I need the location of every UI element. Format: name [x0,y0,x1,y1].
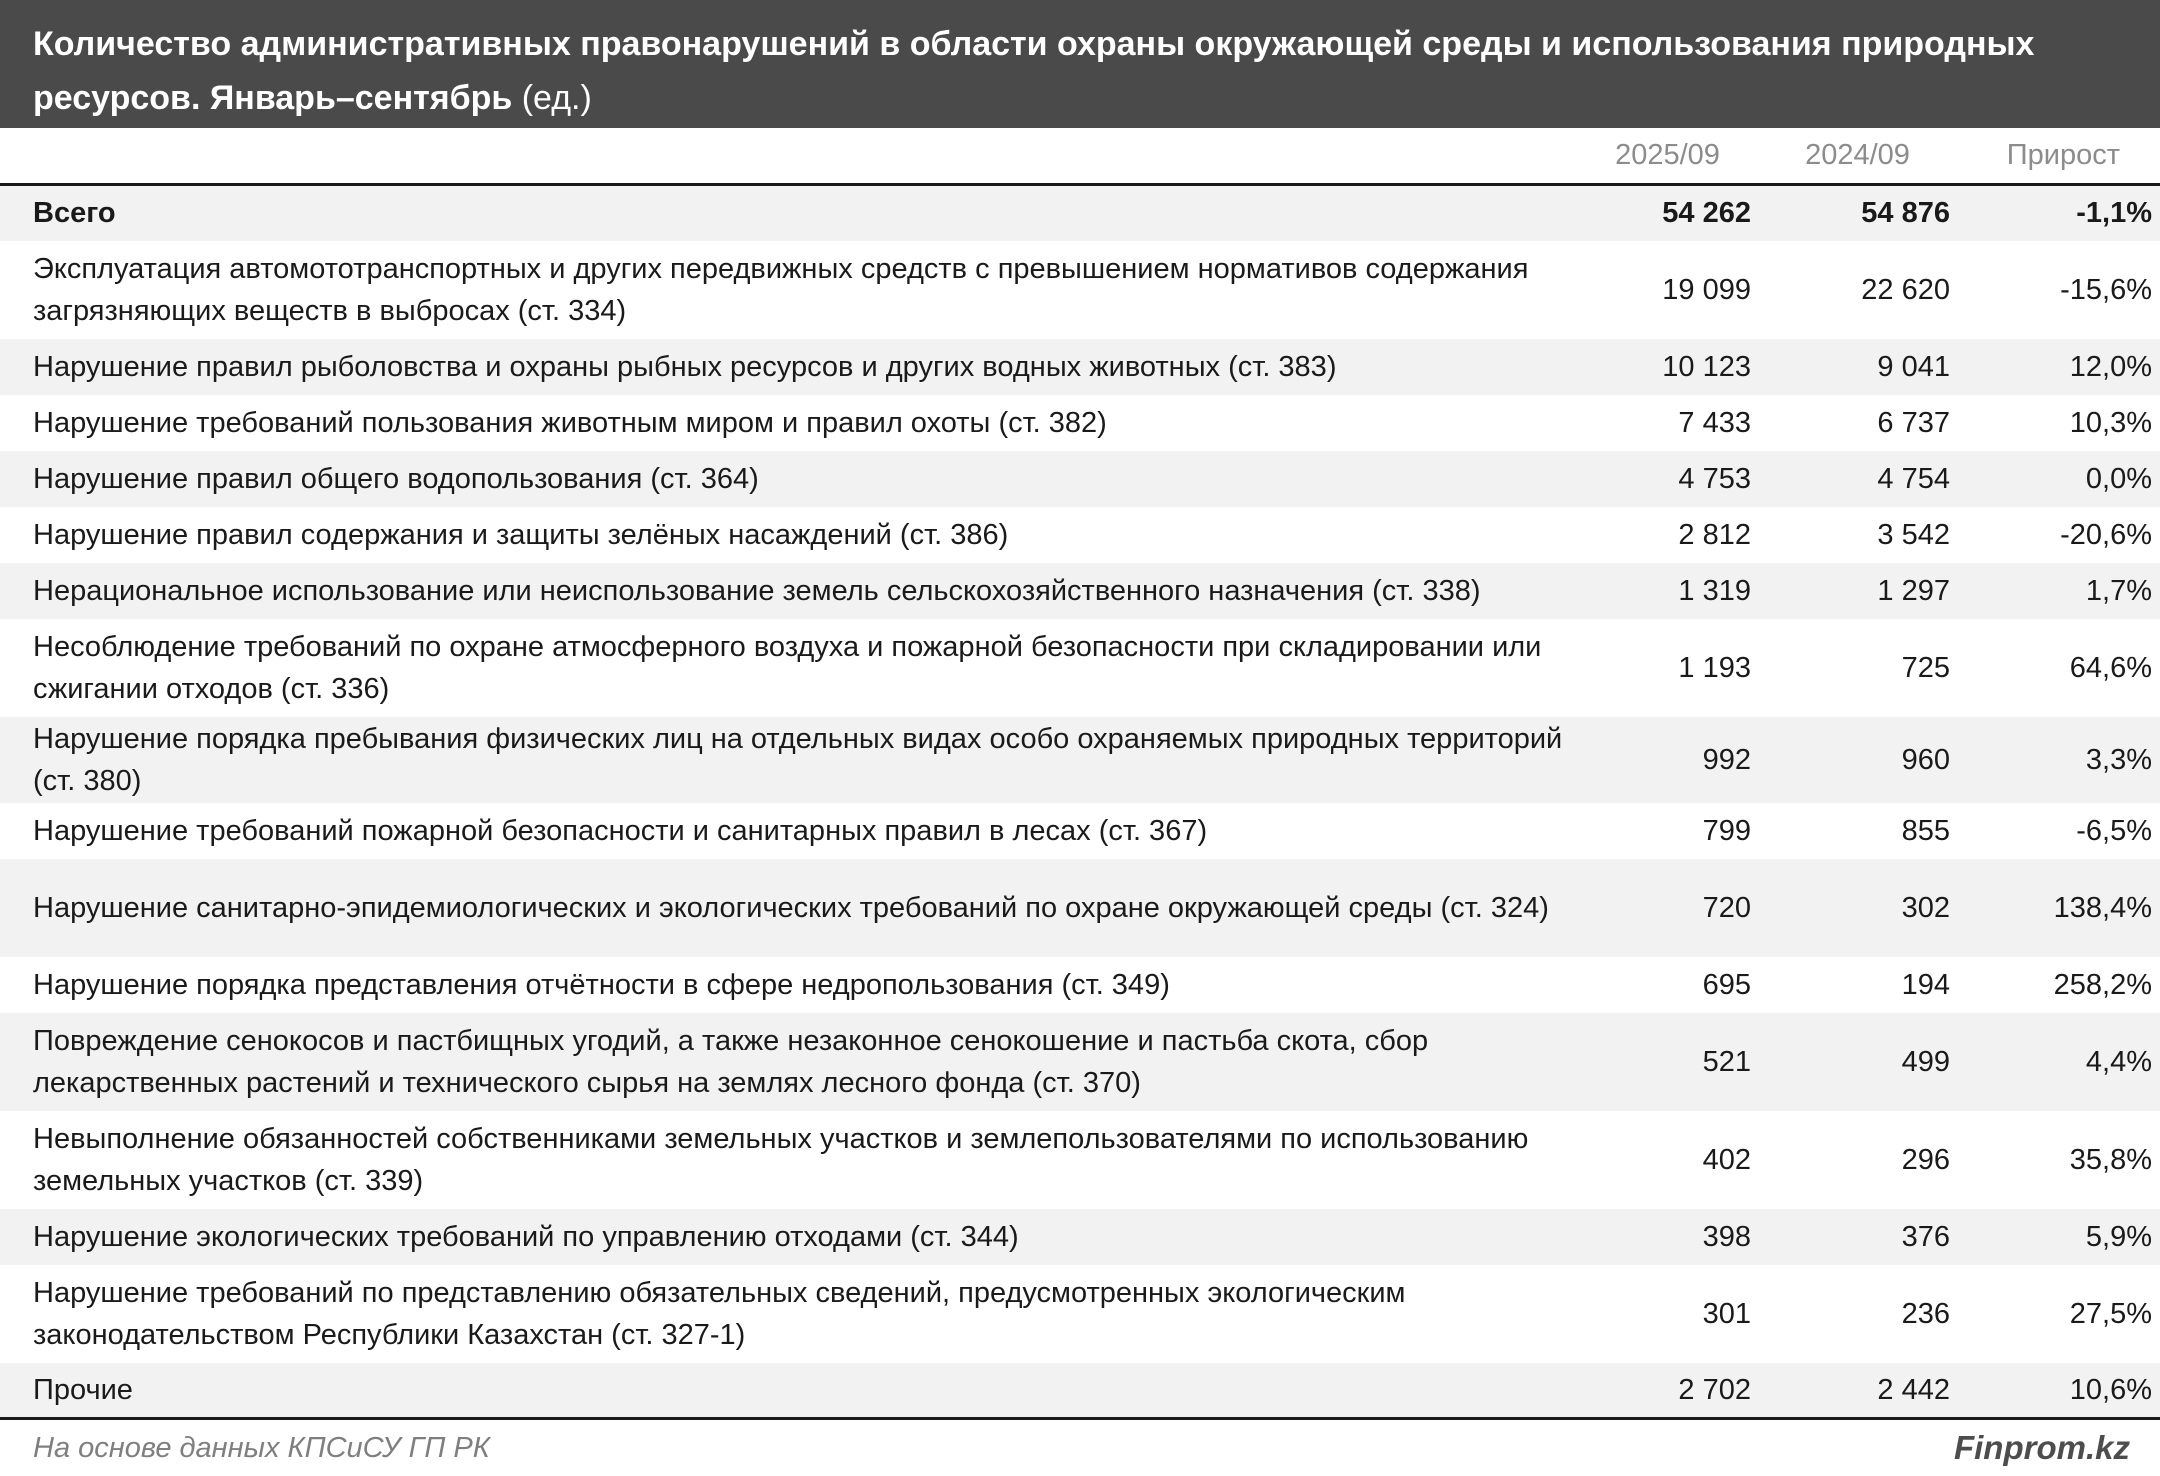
table-row-other [0,1363,2160,1419]
column-header-2024: 2024/09 [1758,128,1957,185]
row-value-2025: 992 [1577,717,1758,803]
row-growth: 1,7% [1957,563,2160,619]
row-value-2024: 2 442 [1758,1363,1957,1419]
table-row [0,451,2160,507]
title-main: Количество административных правонарушений в области охраны окружающей среды и использования природных ресурсов. Январь–сентябрь [33,25,2034,117]
row-value-2025: 1 193 [1577,619,1758,717]
table-row [0,241,2160,339]
row-value-2024: 194 [1758,957,1957,1013]
row-growth: -6,5% [1957,803,2160,859]
title-bar [0,0,2160,128]
row-growth: 35,8% [1957,1111,2160,1209]
row-value-2025: 10 123 [1577,339,1758,395]
data-table [0,128,2160,1476]
row-value-2025: 1 319 [1577,563,1758,619]
row-value-2025: 19 099 [1577,241,1758,339]
table-row [0,619,2160,717]
row-value-2025: 2 812 [1577,507,1758,563]
table-row [0,957,2160,1013]
row-value-2025: 695 [1577,957,1758,1013]
row-growth: 0,0% [1957,451,2160,507]
row-value-2024: 6 737 [1758,395,1957,451]
row-label: Нарушение правил содержания и защиты зелёных насаждений (ст. 386) [0,507,1577,563]
row-value-2025: 402 [1577,1111,1758,1209]
row-value-2024: 296 [1758,1111,1957,1209]
row-growth: 258,2% [1957,957,2160,1013]
row-value-2025: 720 [1577,859,1758,957]
row-label: Нарушение экологических требований по управлению отходами (ст. 344) [0,1209,1577,1265]
source-note: На основе данных КПСиСУ ГП РК [0,1419,1758,1476]
footer-row [0,1419,2160,1476]
row-value-2025: 4 753 [1577,451,1758,507]
row-label: Нарушение порядка представления отчётности в сфере недропользования (ст. 349) [0,957,1577,1013]
header-name-empty [0,128,1577,185]
row-growth: -15,6% [1957,241,2160,339]
column-header-2025: 2025/09 [1577,128,1758,185]
row-value-2024: 54 876 [1758,185,1957,241]
table-row [0,1209,2160,1265]
row-growth: 10,6% [1957,1363,2160,1419]
table-body [0,185,2160,1419]
row-value-2025: 521 [1577,1013,1758,1111]
row-value-2024: 725 [1758,619,1957,717]
row-value-2024: 499 [1758,1013,1957,1111]
row-value-2024: 22 620 [1758,241,1957,339]
row-label: Нарушение правил рыболовства и охраны рыбных ресурсов и других водных животных (ст. 383) [0,339,1577,395]
row-label: Прочие [0,1363,1577,1419]
row-value-2024: 3 542 [1758,507,1957,563]
brand-logo-text: Finprom.kz [1758,1419,2160,1476]
table-row [0,1111,2160,1209]
row-label: Нарушение требований пользования животным миром и правил охоты (ст. 382) [0,395,1577,451]
page-title [33,17,2127,125]
row-label: Нарушение правил общего водопользования (ст. 364) [0,451,1577,507]
row-growth: 27,5% [1957,1265,2160,1363]
table-row [0,563,2160,619]
table-header [0,128,2160,185]
table-footer [0,1419,2160,1476]
row-growth: 4,4% [1957,1013,2160,1111]
row-label: Нарушение требований пожарной безопасности и санитарных правил в лесах (ст. 367) [0,803,1577,859]
row-growth: 138,4% [1957,859,2160,957]
row-growth: 12,0% [1957,339,2160,395]
column-header-growth: Прирост [1957,128,2160,185]
table-row [0,717,2160,803]
row-label: Нарушение санитарно-эпидемиологических и экологических требований по охране окружающей среды (ст. 324) [0,859,1577,957]
row-label: Несоблюдение требований по охране атмосферного воздуха и пожарной безопасности при складировании или сжигании отходов (ст. 336) [0,619,1577,717]
table-row [0,1013,2160,1111]
row-growth: -20,6% [1957,507,2160,563]
row-value-2025: 7 433 [1577,395,1758,451]
data-table-container [0,128,2160,1476]
row-value-2025: 799 [1577,803,1758,859]
row-label: Нарушение требований по представлению обязательных сведений, предусмотренных экологическим законодательством Республики Казахстан (ст. 327-1) [0,1265,1577,1363]
table-row [0,803,2160,859]
row-label: Всего [0,185,1577,241]
table-row [0,859,2160,957]
table-row [0,507,2160,563]
row-value-2024: 855 [1758,803,1957,859]
row-value-2025: 301 [1577,1265,1758,1363]
row-label: Нерациональное использование или неиспользование земель сельскохозяйственного назначения (ст. 338) [0,563,1577,619]
row-value-2025: 2 702 [1577,1363,1758,1419]
row-value-2024: 376 [1758,1209,1957,1265]
row-label: Повреждение сенокосов и пастбищных угодий, а также незаконное сенокошение и пастьба скота, сбор лекарственных растений и технического сырья на землях лесного фонда (ст. 370) [0,1013,1577,1111]
row-growth: 10,3% [1957,395,2160,451]
row-value-2024: 4 754 [1758,451,1957,507]
row-value-2024: 302 [1758,859,1957,957]
row-label: Нарушение порядка пребывания физических лиц на отдельных видах особо охраняемых природных территорий (ст. 380) [0,717,1577,803]
row-value-2025: 398 [1577,1209,1758,1265]
header-row [0,128,2160,185]
row-growth: -1,1% [1957,185,2160,241]
row-label: Невыполнение обязанностей собственниками земельных участков и землепользователями по использованию земельных участков (ст. 339) [0,1111,1577,1209]
table-row [0,1265,2160,1363]
row-value-2024: 9 041 [1758,339,1957,395]
row-value-2024: 236 [1758,1265,1957,1363]
row-growth: 64,6% [1957,619,2160,717]
table-row [0,395,2160,451]
table-row [0,339,2160,395]
row-label: Эксплуатация автомототранспортных и других передвижных средств с превышением нормативов содержания загрязняющих веществ в выбросах (ст. 334) [0,241,1577,339]
table-row-total [0,185,2160,241]
row-growth: 3,3% [1957,717,2160,803]
title-unit: (ед.) [522,79,592,117]
row-value-2024: 960 [1758,717,1957,803]
row-growth: 5,9% [1957,1209,2160,1265]
row-value-2025: 54 262 [1577,185,1758,241]
row-value-2024: 1 297 [1758,563,1957,619]
